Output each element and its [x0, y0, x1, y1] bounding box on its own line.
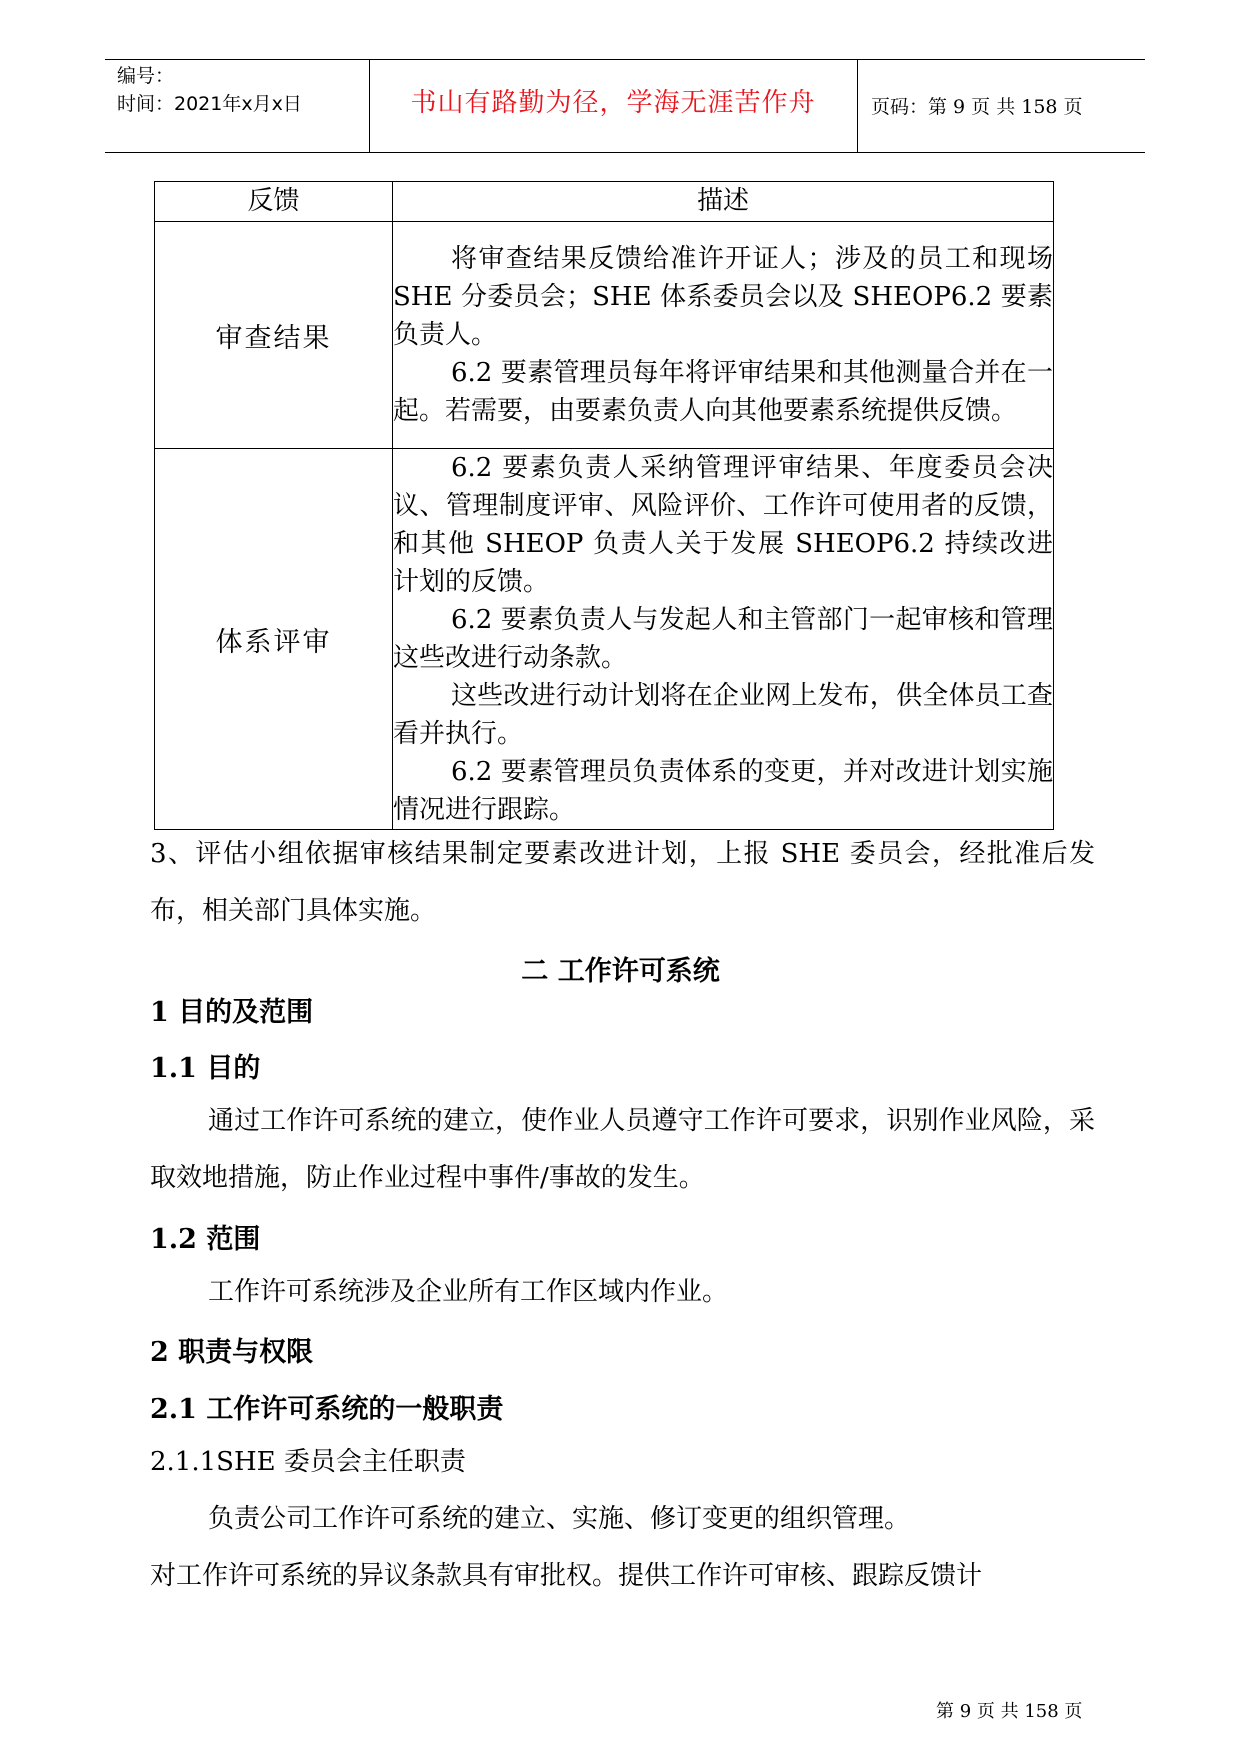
table-header-description: 描述 [393, 182, 1054, 222]
header-motto: 书山有路勤为径，学海无涯苦作舟 [410, 88, 816, 118]
description-paragraph: 6.2 要素管理员负责体系的变更，并对改进计划实施情况进行跟踪。 [393, 757, 1053, 825]
description-paragraph: 6.2 要素管理员每年将评审结果和其他测量合并在一起。若需要，由要素负责人向其他要素系统提供反馈。 [393, 358, 1053, 426]
table-row-key: 审查结果 [155, 222, 393, 449]
footer-page-number: 第 9 页 共 158 页 [936, 1701, 1083, 1722]
table-row-description [393, 222, 1054, 449]
heading-1-2: 1.2 范围 [150, 1224, 261, 1255]
paragraph-1-1: 通过工作许可系统的建立，使作业人员遵守工作许可要求，识别作业风险，采取效地措施，防止作业过程中事件/事故的发生。 [150, 1106, 1095, 1193]
description-paragraph: 将审查结果反馈给准许开证人；涉及的员工和现场 SHE 分委员会；SHE 体系委员会以及 SHEOP6.2 要素负责人。 [393, 244, 1053, 350]
header-bottom-rule [105, 152, 1145, 153]
heading-1: 1 目的及范围 [150, 997, 314, 1028]
paragraph-2-1-1b: 对工作许可系统的异议条款具有审批权。提供工作许可审核、跟踪反馈计 [150, 1561, 983, 1591]
header-top-rule [105, 59, 1145, 60]
heading-2-1: 2.1 工作许可系统的一般职责 [150, 1394, 504, 1425]
description-paragraph: 这些改进行动计划将在企业网上发布，供全体员工查看并执行。 [393, 681, 1053, 749]
table-row-key: 体系评审 [155, 449, 393, 830]
description-paragraph: 6.2 要素负责人与发起人和主管部门一起审核和管理这些改进行动条款。 [393, 605, 1053, 673]
feedback-table [154, 181, 1054, 830]
paragraph-1-2: 工作许可系统涉及企业所有工作区域内作业。 [208, 1277, 729, 1307]
section-title: 二 工作许可系统 [521, 956, 720, 987]
table-row-description [393, 449, 1054, 830]
header-number-label: 编号： [117, 65, 175, 87]
header-divider-right [857, 59, 858, 152]
table-header-row [155, 182, 1054, 222]
header-page-info: 页码：第 9 页 共 158 页 [871, 96, 1083, 118]
heading-1-1: 1.1 目的 [150, 1053, 261, 1084]
paragraph-2-1-1a: 负责公司工作许可系统的建立、实施、修订变更的组织管理。 [208, 1504, 911, 1534]
table-header-feedback: 反馈 [155, 182, 393, 222]
header-meta [117, 62, 302, 118]
table-row [155, 449, 1054, 830]
item-3-paragraph: 3、评估小组依据审核结果制定要素改进计划，上报 SHE 委员会，经批准后发布，相关部门具体实施。 [150, 839, 1095, 926]
table-row [155, 222, 1054, 449]
heading-2: 2 职责与权限 [150, 1337, 314, 1368]
heading-2-1-1: 2.1.1SHE 委员会主任职责 [150, 1447, 466, 1477]
description-paragraph: 6.2 要素负责人采纳管理评审结果、年度委员会决议、管理制度评审、风险评价、工作许可使用者的反馈，和其他 SHEOP 负责人关于发展 SHEOP6.2 持续改进计划的反馈。 [393, 453, 1053, 597]
header-time-label: 时间：2021年x月x日 [117, 93, 302, 115]
